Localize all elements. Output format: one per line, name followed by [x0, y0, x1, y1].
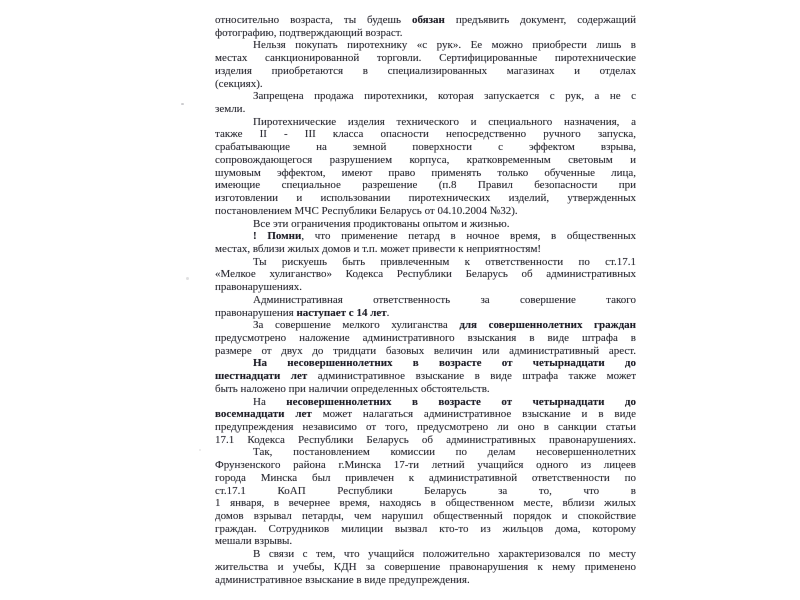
text-segment: Ты рискуешь быть привлеченным к ответственности по ст.17.1: [253, 255, 636, 268]
text-line: [215, 141, 636, 154]
text-line: [215, 52, 636, 65]
bold-text-segment: шестнадцати лет: [215, 370, 308, 383]
text-segment: Пиротехнические изделия технического и специального назначения, а: [253, 115, 636, 128]
text-line: [215, 27, 636, 40]
text-segment: мешали взрывы.: [215, 535, 293, 548]
text-segment: Запрещена продажа пиротехники, которая запускается с рук, а не с: [253, 90, 636, 103]
text-segment: относительно возраста, ты будешь: [215, 14, 412, 26]
text-line: [215, 535, 636, 548]
text-line: [215, 383, 636, 396]
text-segment: Все эти ограничения продиктованы опытом и жизнью.: [253, 217, 510, 230]
text-segment: сопровождающегося разрушением корпуса, кратковременным световым и: [215, 153, 636, 166]
text-line: [215, 154, 636, 167]
text-segment: изделия приобретаются в специализированных магазинах и отделах: [215, 64, 636, 77]
text-segment: также II - III класса опасности непосредственно ручного запуска,: [215, 128, 636, 141]
text-segment: ст.17.1 КоАП Республики Беларусь за то, что в: [215, 484, 636, 497]
text-segment: земли.: [215, 103, 246, 116]
text-segment: имеющие специальное разрешение (п.8 Правил безопасности при: [215, 179, 636, 192]
bold-text-segment: обязан: [411, 14, 445, 26]
text-line: [215, 14, 636, 27]
text-line: [215, 103, 636, 116]
text-segment: (секциях).: [215, 77, 263, 90]
text-segment: жительства и учебы, КДН за совершение правонарушения к нему применено: [215, 560, 636, 573]
text-line: [215, 548, 636, 561]
text-line: [215, 370, 636, 383]
text-line: [215, 561, 636, 574]
text-line: [215, 434, 636, 447]
text-segment: города Минска был привлечен к административной ответственности по: [215, 471, 636, 484]
text-segment: Нельзя покупать пиротехнику «с рук». Ее можно приобрести лишь в: [253, 39, 636, 52]
text-line: [215, 78, 636, 91]
text-segment: граждан. Сотрудников милиции вызвал кто-то из жильцов дома, которому: [215, 522, 636, 535]
text-line: [215, 459, 636, 472]
text-segment: фотографию, подтверждающий возраст.: [215, 26, 403, 39]
text-line: [215, 446, 636, 459]
text-line: [215, 294, 636, 307]
text-line: [215, 574, 636, 587]
text-line: [215, 510, 636, 523]
text-segment: 1 января, в вечернее время, находясь в общественном месте, вблизи жилых: [215, 497, 636, 510]
text-segment: срабатывающие на земной поверхности с эффектом взрыва,: [215, 141, 636, 154]
text-segment: Административная ответственность за совершение такого: [253, 293, 636, 306]
text-line: [215, 116, 636, 129]
text-segment: предупреждения независимо от того, предусмотрено ли оно в санкции статьи: [215, 421, 636, 433]
text-line: [215, 497, 636, 510]
text-segment: 17.1 Кодекса Республики Беларусь об административных правонарушениях.: [215, 433, 636, 446]
text-line: [215, 472, 636, 485]
text-segment: , что применение петард в ночное время, в общественных: [301, 230, 636, 243]
bold-text-segment: На несовершеннолетних в возрасте от четырнадцати до: [253, 357, 636, 370]
bold-text-segment: наступает с 14 лет: [296, 306, 387, 319]
text-segment: постановлением МЧС Республики Беларусь от 04.10.2004 №32).: [215, 204, 518, 217]
text-segment: «Мелкое хулиганство» Кодекса Республики Беларусь об административных: [215, 268, 636, 281]
text-line: [215, 408, 636, 421]
text-segment: На: [253, 395, 287, 408]
scan-artifact: [199, 449, 201, 451]
text-line: [215, 421, 636, 434]
text-segment: .: [386, 306, 390, 319]
bold-text-segment: ! Помни: [253, 230, 302, 243]
text-line: [215, 485, 636, 498]
text-segment: шумовым эффектом, имеют право применять только обученные лица,: [215, 166, 636, 179]
text-line: [215, 128, 636, 141]
text-segment: может налагаться административное взыскание и в виде: [311, 408, 636, 421]
text-line: [215, 243, 636, 256]
text-segment: В связи с тем, что учащийся положительно характеризовался по месту: [253, 548, 636, 561]
text-line: [215, 90, 636, 103]
text-segment: предусмотрено наложение административного взыскания в виде штрафа в: [215, 331, 636, 344]
text-line: [215, 345, 636, 358]
text-segment: За совершение мелкого хулиганства: [253, 319, 460, 332]
text-line: [215, 268, 636, 281]
text-line: [215, 39, 636, 52]
text-segment: Фрунзенского района г.Минска 17-ти летний учащийся одного из лицеев: [215, 459, 636, 472]
scan-artifact: [186, 277, 189, 280]
text-line: [215, 205, 636, 218]
text-line: [215, 332, 636, 345]
text-line: [215, 307, 636, 320]
text-line: [215, 357, 636, 370]
text-segment: быть наложено при наличии определенных обстоятельств.: [215, 382, 490, 395]
text-segment: предъявить документ, содержащий: [444, 14, 636, 26]
text-segment: правонарушениях.: [215, 281, 302, 294]
bold-text-segment: для совершеннолетних граждан: [459, 319, 636, 332]
text-line: [215, 65, 636, 78]
scan-artifact: [181, 103, 184, 105]
text-segment: Так, постановлением комиссии по делам несовершеннолетних: [253, 446, 636, 459]
text-segment: местах санкционированной торговли. Сертифицированные пиротехнические: [215, 52, 636, 65]
text-line: [215, 396, 636, 409]
text-line: [215, 523, 636, 536]
text-line: [215, 256, 636, 269]
text-segment: местах, вблизи жилых домов и т.п. может привести к неприятностям!: [215, 242, 542, 255]
text-line: [215, 167, 636, 180]
text-line: [215, 319, 636, 332]
bold-text-segment: восемнадцати лет: [215, 408, 312, 421]
text-segment: изготовлении и использовании пиротехнических изделий, утвержденных: [215, 192, 636, 205]
text-segment: размере от двух до тридцати базовых величин или административный арест.: [215, 344, 636, 357]
bold-text-segment: несовершеннолетних в возрасте от четырнадцати до: [286, 395, 636, 408]
document-text: [215, 14, 636, 586]
text-segment: правонарушения: [215, 306, 297, 319]
text-line: [215, 192, 636, 205]
text-segment: административное взыскание в виде предупреждения.: [215, 573, 470, 586]
text-segment: административное взыскание в виде штрафа также может: [307, 370, 636, 383]
text-line: [215, 230, 636, 243]
text-line: [215, 281, 636, 294]
text-segment: домов взрывал петарды, чем нарушил общественный порядок и спокойствие: [215, 510, 636, 523]
text-line: [215, 218, 636, 231]
text-line: [215, 179, 636, 192]
